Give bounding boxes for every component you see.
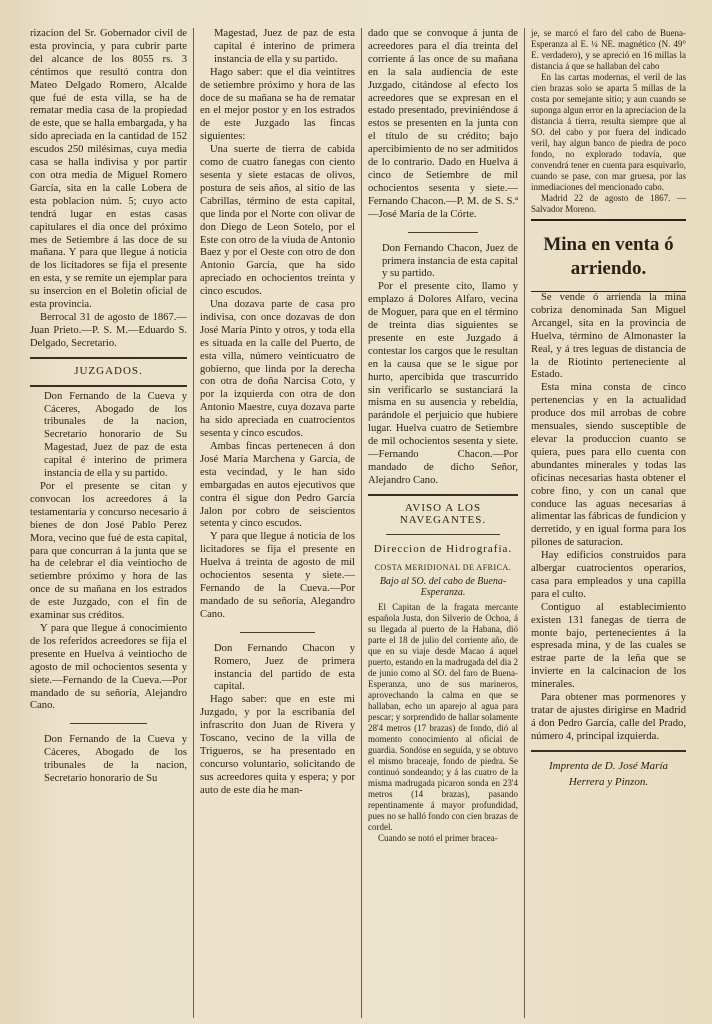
section-divider	[531, 750, 686, 752]
section-title-aviso: AVISO A LOS NAVEGANTES.	[399, 501, 487, 526]
notice-paragraph: El Capitan de la fragata mercante española Justa, don Silverio de Ochoa, á su llegada al puerto de la Habana, dió parte el 18 de julio del corriente año, de que en su viaje desde Macao á aquel puerto, estando en la madrugada del dia 2 de junio como al SO. del faro de Buena-Esperanza, uno de sus marineros, aprovechando la calma en que se hallaban, echo un aparejo al agua para pescar; y sorprendido de hallar solamente 28'4 metros (17 brazas) de fondo, dió al momento conocimiento al oficial de guardia. Sondóse en seguida, y se obtuvo el mismo braceaje, fondo de piedra. Se continuó sondeando; y á las cuatro de la misma madrugada picaron sonda en 23'4 metros (14 brazas), pasando repentinamente á mayor profundidad, pues no se halló fondo con cien brazas de cordel.	[368, 601, 518, 832]
subsection-title: Direccion de Hidrografía.	[373, 542, 513, 555]
column-3	[362, 28, 525, 1018]
notice-paragraph: Por el presente se citan y convocan los acreedores á la testamentaria y concurso necesario á bienes de don José Pablo Perez Mora, vecino que fué de esta capital, para que concurran á la junta que se ha de celebrar el dia veintiocho de setiembre próximo y hora de las once de su mañana en los estrados de este Juzgado, con el fin de examinar sus créditos.	[30, 481, 187, 622]
notice-paragraph: Cuando se notó el primer bracea-	[378, 832, 498, 843]
section-divider	[30, 385, 187, 387]
section-title-juzgados: JUZGADOS.	[74, 364, 143, 377]
region-heading: COSTA MERIDIONAL DE AFRICA.	[374, 562, 512, 572]
notice-signature: Madrid 22 de agosto de 1867. —Salvador Moreno.	[531, 193, 686, 214]
notice-subheading: Bajo al SO. del cabo de Buena-Esperanza.	[379, 575, 507, 598]
notice-paragraph: Ambas fincas pertenecen á don José María Marchena y García, de esta vecindad, y le han sido embargadas en autos ejecutivos que contra él sigue don Pedro García Jalon por cobro de seiscientos setenta y cinco escudos.	[200, 441, 355, 530]
columns	[24, 28, 692, 1018]
notice-paragraph: Una dozava parte de casa pro indivisa, con once dozavas de don José María Pinto y otros, y toda ella es situada en la calle del Puerto, de esta villa, número veinticuatro de gobierno, que linda por la derecha con otra de doña Narcisa Coto, y por la izquierda con otra de don Antonio Maestre, cuya dozava parte ha sido apreciada en cuatrocientos sesenta y cinco escudos.	[200, 299, 355, 440]
notice-paragraph: En las cartas modernas, el veril de las cien brazas solo se aparta 5 millas de la costa por semejante sitio; y aun cuando se suponga algun error en la apreciacion de la distancia á tierra, resulta siempre que al SO. del cabo y por fuera del indicado veril, hay algun banco de piedra de poco fondo, no explorado todavía, que convendrá tener en cuenta para esquivarlo, cuando se pase, con mar gruesa, por las inmediaciones del mencionado cabo.	[531, 72, 686, 192]
ad-paragraph: Esta mina consta de cinco pertenencias y en la actualidad produce dos mil arrobas de cobre mensuales, siendo susceptible de elevar la produccion cuanto se quiera, pues para ello cuenta con abundantes minerales y todas las oficinas necesarias hasta obtener el cobre fino, y con un canal que conduce las aguas necesarias á alimentar las fábricas de fundicion y derretido, y en igual forma para los pilones de saturacion.	[531, 382, 686, 549]
notice-signature: Berrocal 31 de agosto de 1867.—Juan Prieto.—P. S. M.—Eduardo S. Delgado, Secretario.	[30, 311, 187, 349]
notice-paragraph: Hago saber: que en este mi Juzgado, y por la escribanía del infrascrito don Juan de Rivera y Toscano, vecino de la villa de Trigueros, se ha presentado en concurso voluntario, solicitando de sus acreedores quita y espera; y por auto de este dia he man-	[200, 694, 355, 796]
column-1	[24, 28, 194, 1018]
notice-paragraph: rizacion del Sr. Gobernador civil de esta provincia, y para cubrir parte del alcance de los 8055 rs. 3 céntimos que resultó contra don Mateo Delgado Romero, Alcalde que fué de esta villa, se ha de rematar media casa de la propiedad de este, que se halla embargada, y ha sido apreciada en la cantidad de 152 escudos 250 milésimas, cuya media casa se halla indivisa y por partir con otra media de Miguel Romero García, sita en la calle Lobera de esta poblacion núm. 5; cuyo acto tendrá lugar en estas casas capitulares el dia once del próximo mes de Setiembre á las doce de su mañana. Y para que llegue á noticia de los licitadores se fija el presente en esta, y se remite un ejemplar para su insercion en el Boletin oficial de esta provincia.	[30, 28, 187, 311]
ad-paragraph: Se vende ó arrienda la mina cobriza denominada San Miguel Arcangel, sita en la provincia de Huelva, término de Almonaster la Real, y á tres leguas de distancia de la de Riotinto perteneciente al Estado.	[531, 292, 686, 381]
ad-paragraph: Para obtener mas pormenores y tratar de ajustes dirigirse en Madrid á don Pedro García, calle del Prado, número 4, principal izquierda.	[531, 692, 686, 742]
column-4	[525, 28, 692, 1018]
section-divider	[30, 357, 187, 359]
section-divider	[386, 534, 500, 535]
notice-heading: Don Fernando de la Cueva y Cáceres, Abogado de los tribunales de la nacion, Secretario honorario de Su Magestad, Juez de paz de esta capital é interino de primera instancia de ella y su partido.	[44, 390, 187, 480]
ad-paragraph: Contiguo al establecimiento existen 131 fanegas de tierra de monte bajo, pertenecientes á la espresada mina, y de las cuales se estrae parte de la leña que se invierte en la calcinacion de los minerales.	[531, 601, 686, 691]
advertisement-title: Mina en venta ó arriendo.	[543, 234, 674, 279]
notice-heading: Don Fernando Chacon, Juez de primera instancia de esta capital y su partido.	[382, 242, 518, 280]
ad-paragraph: Hay edificios construidos para albergar cuatrocientos operarios, casa para empleados y una capilla para el culto.	[531, 550, 686, 600]
notice-paragraph: je, se marcó el faro del cabo de Buena-Esperanza al E. ¼ NE. magnético (N. 49° E. verdadero), y se apreció en 16 millas la distancia á que se hallaban del cabo	[531, 28, 686, 71]
notice-heading: Magestad, Juez de paz de esta capital é interino de primera instancia de ella y su partido.	[214, 28, 355, 65]
notice-paragraph: dado que se convoque á junta de acreedores para el dia treinta del corriente á las once de su mañana en la sala audiencia de este Juzgado, citándose al efecto los acreedores que se expresan en el estado presentado, previniéndose á estos se presenten en la junta con el título de su crédito; bajo apercibimiento de no ser admitidos de lo contrario. Dado en Huelva á cinco de Setiembre de mil ochocientos sesenta y siete.—Fernando Chacon.—P. M. de S. S.ª—José María de la Córte.	[368, 28, 518, 220]
notice-paragraph: Hago saber: que el dia veintitres de setiembre próximo y hora de las doce de su mañana se ha de rematar en el mejor postor y en los estrados de este Juzgado las fincas siguientes:	[200, 66, 355, 143]
notice-paragraph: Una suerte de tierra de cabida como de cuatro fanegas con ciento sesenta y siete estacas de olivos, postura de seis años, al sitio de las Cabrillas, término de esta capital, que linda por el Norte con olivar de don Diego de Leon Sotelo, por el Este con otro de la viuda de Antonio Baez y por el Oeste con otro de don Antonio García, que ha sido apreciado en ochocientos treinta y cinco escudos.	[200, 144, 355, 298]
printer-imprint	[531, 758, 686, 790]
advertisement-box	[531, 219, 686, 292]
notice-paragraph: Y para que llegue á conocimiento de los referidos acreedores se fija el presente en Huelva á veintiocho de agosto de mil ochocientos sesenta y siete.—Fernando de la Cueva.—Por mandado de su señoría, Alejandro Cano.	[30, 622, 187, 712]
notice-paragraph: Por el presente cito, llamo y emplazo á Dolores Alfaro, vecina de Moguer, para que en el término de treinta dias siguientes se presente en este Juzgado á contestar los cargos que le resultan en la causa que se le sigue por hurto, apercibida que trascurrido sin verificarlo se sustanciará la misma en su ausencia y rebeldía, parándole el perjuicio que hubiere lugar. Huelva cuatro de Setiembre de mil ochocientos sesenta y siete.—Fernando Chacon.—Por mandado de dicho Señor, Alejandro Cano.	[368, 281, 518, 486]
notice-heading: Don Fernando Chacon y Romero, Juez de primera instancia del partido de esta capital.	[214, 642, 355, 693]
printer-line-1: Imprenta de D. José María	[548, 759, 669, 772]
notice-divider	[408, 232, 478, 233]
notice-heading: Don Fernando de la Cueva y Cáceres, Abogado de los tribunales de la nacion, Secretario honorario de Su	[44, 734, 187, 785]
notice-divider	[70, 723, 147, 724]
notice-paragraph: Y para que llegue á noticia de los licitadores se fija el presente en Huelva á treinta de agosto de mil ochocientos sesenta y siete.—Fernando de la Cueva.—Por mandado de su señoría, Alegandro Cano.	[200, 531, 355, 620]
printer-line-2: Herrera y Pinzon.	[568, 775, 649, 788]
section-divider	[368, 494, 518, 496]
notice-divider	[240, 632, 315, 633]
column-2	[194, 28, 362, 1018]
